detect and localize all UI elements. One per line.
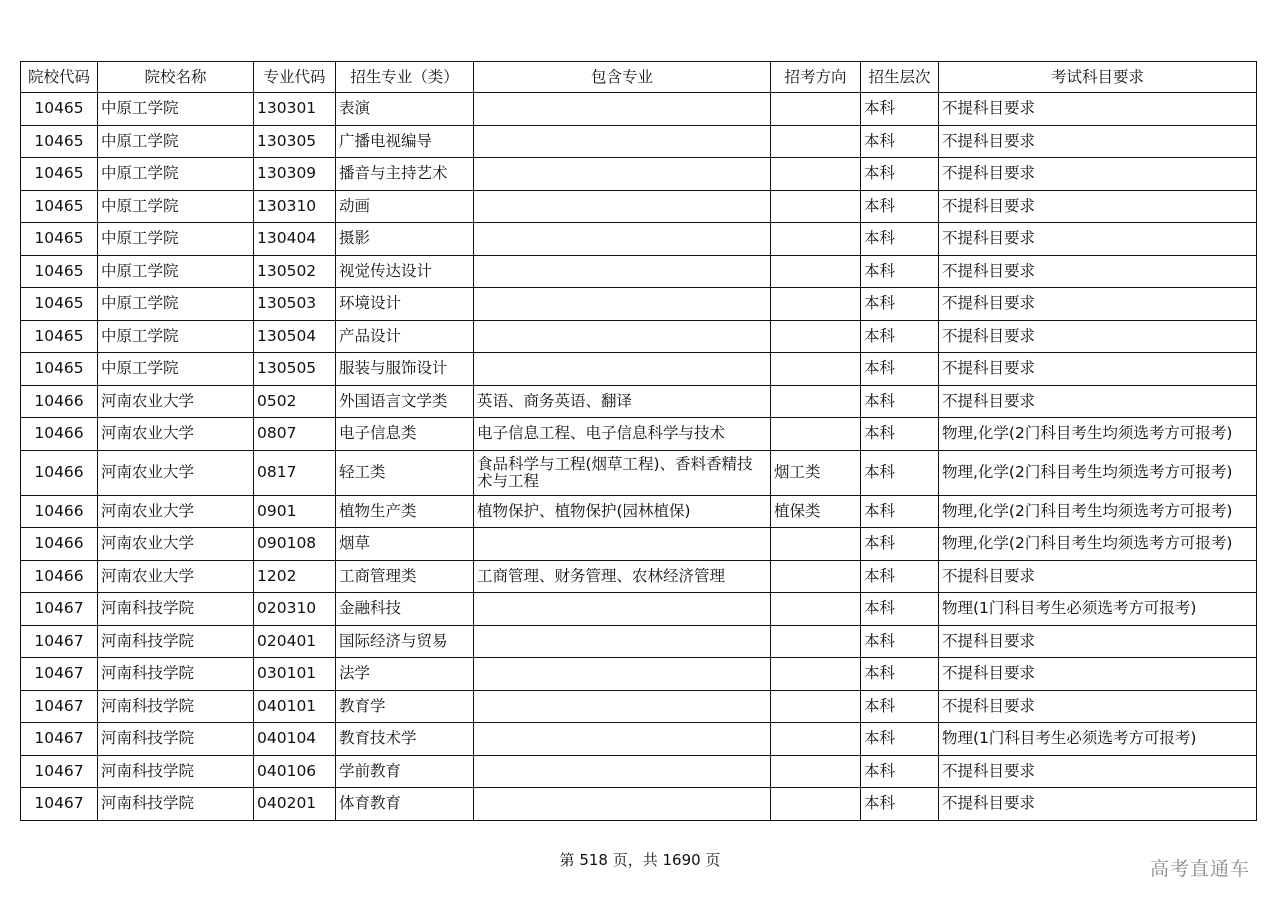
cell-direction bbox=[771, 385, 861, 418]
cell-direction: 植保类 bbox=[771, 495, 861, 528]
cell-school-name: 河南科技学院 bbox=[98, 625, 254, 658]
cell-school-name: 河南农业大学 bbox=[98, 450, 254, 495]
table-row bbox=[21, 385, 1257, 418]
cell-major-name: 金融科技 bbox=[336, 593, 474, 626]
cell-direction bbox=[771, 158, 861, 191]
cell-level: 本科 bbox=[861, 158, 939, 191]
cell-school-code: 10467 bbox=[21, 723, 98, 756]
cell-direction bbox=[771, 690, 861, 723]
cell-level: 本科 bbox=[861, 93, 939, 126]
cell-direction bbox=[771, 723, 861, 756]
table-row bbox=[21, 690, 1257, 723]
cell-school-code: 10465 bbox=[21, 255, 98, 288]
cell-level: 本科 bbox=[861, 190, 939, 223]
cell-direction bbox=[771, 320, 861, 353]
cell-school-code: 10465 bbox=[21, 320, 98, 353]
cell-major-name: 播音与主持艺术 bbox=[336, 158, 474, 191]
cell-level: 本科 bbox=[861, 788, 939, 821]
cell-school-name: 中原工学院 bbox=[98, 320, 254, 353]
cell-major-name: 视觉传达设计 bbox=[336, 255, 474, 288]
cell-included-majors bbox=[474, 288, 771, 321]
cell-subject-requirement: 不提科目要求 bbox=[939, 353, 1257, 386]
cell-subject-requirement: 物理,化学(2门科目考生均须选考方可报考) bbox=[939, 495, 1257, 528]
cell-school-code: 10467 bbox=[21, 658, 98, 691]
cell-level: 本科 bbox=[861, 418, 939, 451]
table-row bbox=[21, 560, 1257, 593]
cell-subject-requirement: 不提科目要求 bbox=[939, 223, 1257, 256]
page-number: 第 518 页，共 1690 页 bbox=[559, 851, 721, 869]
cell-school-name: 河南农业大学 bbox=[98, 385, 254, 418]
table-row bbox=[21, 528, 1257, 561]
table-row bbox=[21, 125, 1257, 158]
cell-major-name: 外国语言文学类 bbox=[336, 385, 474, 418]
cell-school-code: 10465 bbox=[21, 223, 98, 256]
cell-school-name: 中原工学院 bbox=[98, 255, 254, 288]
table-row bbox=[21, 495, 1257, 528]
cell-included-majors bbox=[474, 690, 771, 723]
cell-major-code: 040101 bbox=[254, 690, 336, 723]
cell-level: 本科 bbox=[861, 593, 939, 626]
cell-subject-requirement: 物理(1门科目考生必须选考方可报考) bbox=[939, 593, 1257, 626]
table-row bbox=[21, 788, 1257, 821]
cell-school-code: 10465 bbox=[21, 93, 98, 126]
cell-school-code: 10466 bbox=[21, 418, 98, 451]
table-row bbox=[21, 658, 1257, 691]
watermark-logo: 高考直通车 bbox=[1149, 858, 1250, 880]
cell-major-code: 030101 bbox=[254, 658, 336, 691]
cell-school-code: 10466 bbox=[21, 528, 98, 561]
cell-included-majors: 电子信息工程、电子信息科学与技术 bbox=[474, 418, 771, 451]
cell-major-name: 教育学 bbox=[336, 690, 474, 723]
cell-school-name: 河南农业大学 bbox=[98, 495, 254, 528]
header-subject-requirement: 考试科目要求 bbox=[939, 62, 1257, 93]
cell-school-code: 10466 bbox=[21, 385, 98, 418]
cell-major-code: 040104 bbox=[254, 723, 336, 756]
cell-major-code: 130301 bbox=[254, 93, 336, 126]
cell-direction bbox=[771, 255, 861, 288]
cell-level: 本科 bbox=[861, 320, 939, 353]
cell-subject-requirement: 物理,化学(2门科目考生均须选考方可报考) bbox=[939, 528, 1257, 561]
cell-subject-requirement: 不提科目要求 bbox=[939, 125, 1257, 158]
cell-school-name: 中原工学院 bbox=[98, 353, 254, 386]
cell-included-majors bbox=[474, 223, 771, 256]
cell-school-code: 10465 bbox=[21, 125, 98, 158]
table-row bbox=[21, 158, 1257, 191]
header-major-code: 专业代码 bbox=[254, 62, 336, 93]
table-row bbox=[21, 190, 1257, 223]
cell-level: 本科 bbox=[861, 495, 939, 528]
cell-level: 本科 bbox=[861, 723, 939, 756]
cell-major-name: 产品设计 bbox=[336, 320, 474, 353]
cell-direction bbox=[771, 528, 861, 561]
cell-direction bbox=[771, 418, 861, 451]
cell-major-name: 环境设计 bbox=[336, 288, 474, 321]
cell-school-name: 中原工学院 bbox=[98, 158, 254, 191]
cell-major-name: 教育技术学 bbox=[336, 723, 474, 756]
cell-school-name: 河南农业大学 bbox=[98, 560, 254, 593]
table-row bbox=[21, 93, 1257, 126]
cell-subject-requirement: 不提科目要求 bbox=[939, 158, 1257, 191]
cell-direction bbox=[771, 353, 861, 386]
cell-subject-requirement: 不提科目要求 bbox=[939, 385, 1257, 418]
cell-included-majors bbox=[474, 158, 771, 191]
cell-direction: 烟工类 bbox=[771, 450, 861, 495]
cell-major-code: 130504 bbox=[254, 320, 336, 353]
cell-major-name: 动画 bbox=[336, 190, 474, 223]
cell-major-code: 130305 bbox=[254, 125, 336, 158]
cell-subject-requirement: 不提科目要求 bbox=[939, 190, 1257, 223]
cell-direction bbox=[771, 560, 861, 593]
cell-major-name: 轻工类 bbox=[336, 450, 474, 495]
cell-school-code: 10465 bbox=[21, 288, 98, 321]
cell-included-majors bbox=[474, 788, 771, 821]
cell-level: 本科 bbox=[861, 625, 939, 658]
cell-major-code: 130404 bbox=[254, 223, 336, 256]
cell-school-code: 10467 bbox=[21, 690, 98, 723]
cell-included-majors: 工商管理、财务管理、农林经济管理 bbox=[474, 560, 771, 593]
cell-major-code: 130505 bbox=[254, 353, 336, 386]
cell-direction bbox=[771, 658, 861, 691]
cell-level: 本科 bbox=[861, 755, 939, 788]
cell-major-code: 040106 bbox=[254, 755, 336, 788]
cell-included-majors bbox=[474, 528, 771, 561]
cell-major-code: 1202 bbox=[254, 560, 336, 593]
cell-level: 本科 bbox=[861, 353, 939, 386]
cell-major-name: 法学 bbox=[336, 658, 474, 691]
cell-direction bbox=[771, 625, 861, 658]
cell-major-code: 130310 bbox=[254, 190, 336, 223]
cell-direction bbox=[771, 288, 861, 321]
header-level: 招生层次 bbox=[861, 62, 939, 93]
cell-major-code: 130503 bbox=[254, 288, 336, 321]
cell-direction bbox=[771, 93, 861, 126]
cell-subject-requirement: 物理,化学(2门科目考生均须选考方可报考) bbox=[939, 450, 1257, 495]
cell-school-name: 河南科技学院 bbox=[98, 788, 254, 821]
cell-school-name: 河南农业大学 bbox=[98, 528, 254, 561]
cell-school-name: 河南科技学院 bbox=[98, 690, 254, 723]
cell-major-name: 电子信息类 bbox=[336, 418, 474, 451]
cell-subject-requirement: 不提科目要求 bbox=[939, 755, 1257, 788]
cell-level: 本科 bbox=[861, 255, 939, 288]
cell-level: 本科 bbox=[861, 450, 939, 495]
cell-school-name: 河南科技学院 bbox=[98, 723, 254, 756]
cell-included-majors bbox=[474, 755, 771, 788]
cell-subject-requirement: 不提科目要求 bbox=[939, 625, 1257, 658]
table-row bbox=[21, 320, 1257, 353]
table-row bbox=[21, 353, 1257, 386]
cell-school-name: 中原工学院 bbox=[98, 190, 254, 223]
header-included-majors: 包含专业 bbox=[474, 62, 771, 93]
cell-major-code: 020401 bbox=[254, 625, 336, 658]
cell-major-name: 服装与服饰设计 bbox=[336, 353, 474, 386]
cell-subject-requirement: 物理,化学(2门科目考生均须选考方可报考) bbox=[939, 418, 1257, 451]
cell-major-name: 植物生产类 bbox=[336, 495, 474, 528]
cell-major-code: 130309 bbox=[254, 158, 336, 191]
admission-table bbox=[20, 61, 1257, 821]
cell-school-code: 10465 bbox=[21, 190, 98, 223]
cell-subject-requirement: 物理(1门科目考生必须选考方可报考) bbox=[939, 723, 1257, 756]
cell-school-code: 10466 bbox=[21, 495, 98, 528]
table-row bbox=[21, 625, 1257, 658]
cell-included-majors bbox=[474, 190, 771, 223]
cell-major-code: 040201 bbox=[254, 788, 336, 821]
table-row bbox=[21, 593, 1257, 626]
cell-major-name: 学前教育 bbox=[336, 755, 474, 788]
cell-level: 本科 bbox=[861, 385, 939, 418]
cell-school-name: 中原工学院 bbox=[98, 223, 254, 256]
cell-level: 本科 bbox=[861, 528, 939, 561]
header-major: 招生专业（类） bbox=[336, 62, 474, 93]
cell-major-name: 广播电视编导 bbox=[336, 125, 474, 158]
cell-included-majors bbox=[474, 593, 771, 626]
cell-included-majors bbox=[474, 93, 771, 126]
cell-major-name: 工商管理类 bbox=[336, 560, 474, 593]
cell-included-majors bbox=[474, 658, 771, 691]
cell-school-name: 河南科技学院 bbox=[98, 755, 254, 788]
cell-major-name: 体育教育 bbox=[336, 788, 474, 821]
cell-direction bbox=[771, 223, 861, 256]
table-header-row bbox=[21, 62, 1257, 93]
table-row bbox=[21, 288, 1257, 321]
cell-major-code: 0502 bbox=[254, 385, 336, 418]
cell-school-name: 河南农业大学 bbox=[98, 418, 254, 451]
cell-level: 本科 bbox=[861, 125, 939, 158]
cell-school-name: 中原工学院 bbox=[98, 93, 254, 126]
cell-level: 本科 bbox=[861, 288, 939, 321]
cell-direction bbox=[771, 755, 861, 788]
cell-subject-requirement: 不提科目要求 bbox=[939, 320, 1257, 353]
cell-subject-requirement: 不提科目要求 bbox=[939, 690, 1257, 723]
cell-school-code: 10466 bbox=[21, 560, 98, 593]
cell-major-code: 0807 bbox=[254, 418, 336, 451]
cell-included-majors: 植物保护、植物保护(园林植保) bbox=[474, 495, 771, 528]
cell-included-majors: 英语、商务英语、翻译 bbox=[474, 385, 771, 418]
table-row bbox=[21, 255, 1257, 288]
table-row bbox=[21, 723, 1257, 756]
cell-level: 本科 bbox=[861, 690, 939, 723]
table-row bbox=[21, 418, 1257, 451]
cell-major-name: 表演 bbox=[336, 93, 474, 126]
cell-included-majors bbox=[474, 255, 771, 288]
cell-included-majors bbox=[474, 320, 771, 353]
header-direction: 招考方向 bbox=[771, 62, 861, 93]
table-row bbox=[21, 223, 1257, 256]
cell-school-code: 10467 bbox=[21, 755, 98, 788]
cell-included-majors bbox=[474, 353, 771, 386]
cell-included-majors bbox=[474, 625, 771, 658]
cell-school-name: 中原工学院 bbox=[98, 288, 254, 321]
cell-school-code: 10467 bbox=[21, 625, 98, 658]
cell-school-code: 10467 bbox=[21, 788, 98, 821]
cell-direction bbox=[771, 190, 861, 223]
cell-school-name: 河南科技学院 bbox=[98, 658, 254, 691]
cell-subject-requirement: 不提科目要求 bbox=[939, 255, 1257, 288]
cell-direction bbox=[771, 788, 861, 821]
cell-major-code: 0817 bbox=[254, 450, 336, 495]
header-school-code: 院校代码 bbox=[21, 62, 98, 93]
cell-major-code: 130502 bbox=[254, 255, 336, 288]
cell-direction bbox=[771, 593, 861, 626]
cell-included-majors bbox=[474, 723, 771, 756]
cell-direction bbox=[771, 125, 861, 158]
cell-included-majors: 食品科学与工程(烟草工程)、香料香精技术与工程 bbox=[474, 450, 771, 495]
cell-major-code: 020310 bbox=[254, 593, 336, 626]
cell-level: 本科 bbox=[861, 658, 939, 691]
cell-school-name: 河南科技学院 bbox=[98, 593, 254, 626]
cell-level: 本科 bbox=[861, 560, 939, 593]
cell-major-name: 烟草 bbox=[336, 528, 474, 561]
cell-major-code: 0901 bbox=[254, 495, 336, 528]
cell-school-code: 10465 bbox=[21, 353, 98, 386]
cell-major-code: 090108 bbox=[254, 528, 336, 561]
table-row bbox=[21, 755, 1257, 788]
cell-subject-requirement: 不提科目要求 bbox=[939, 93, 1257, 126]
cell-school-code: 10465 bbox=[21, 158, 98, 191]
cell-included-majors bbox=[474, 125, 771, 158]
cell-subject-requirement: 不提科目要求 bbox=[939, 788, 1257, 821]
cell-school-name: 中原工学院 bbox=[98, 125, 254, 158]
table-row bbox=[21, 450, 1257, 495]
cell-major-name: 摄影 bbox=[336, 223, 474, 256]
cell-subject-requirement: 不提科目要求 bbox=[939, 658, 1257, 691]
cell-subject-requirement: 不提科目要求 bbox=[939, 560, 1257, 593]
cell-level: 本科 bbox=[861, 223, 939, 256]
cell-school-code: 10467 bbox=[21, 593, 98, 626]
header-school-name: 院校名称 bbox=[98, 62, 254, 93]
cell-subject-requirement: 不提科目要求 bbox=[939, 288, 1257, 321]
cell-major-name: 国际经济与贸易 bbox=[336, 625, 474, 658]
cell-school-code: 10466 bbox=[21, 450, 98, 495]
